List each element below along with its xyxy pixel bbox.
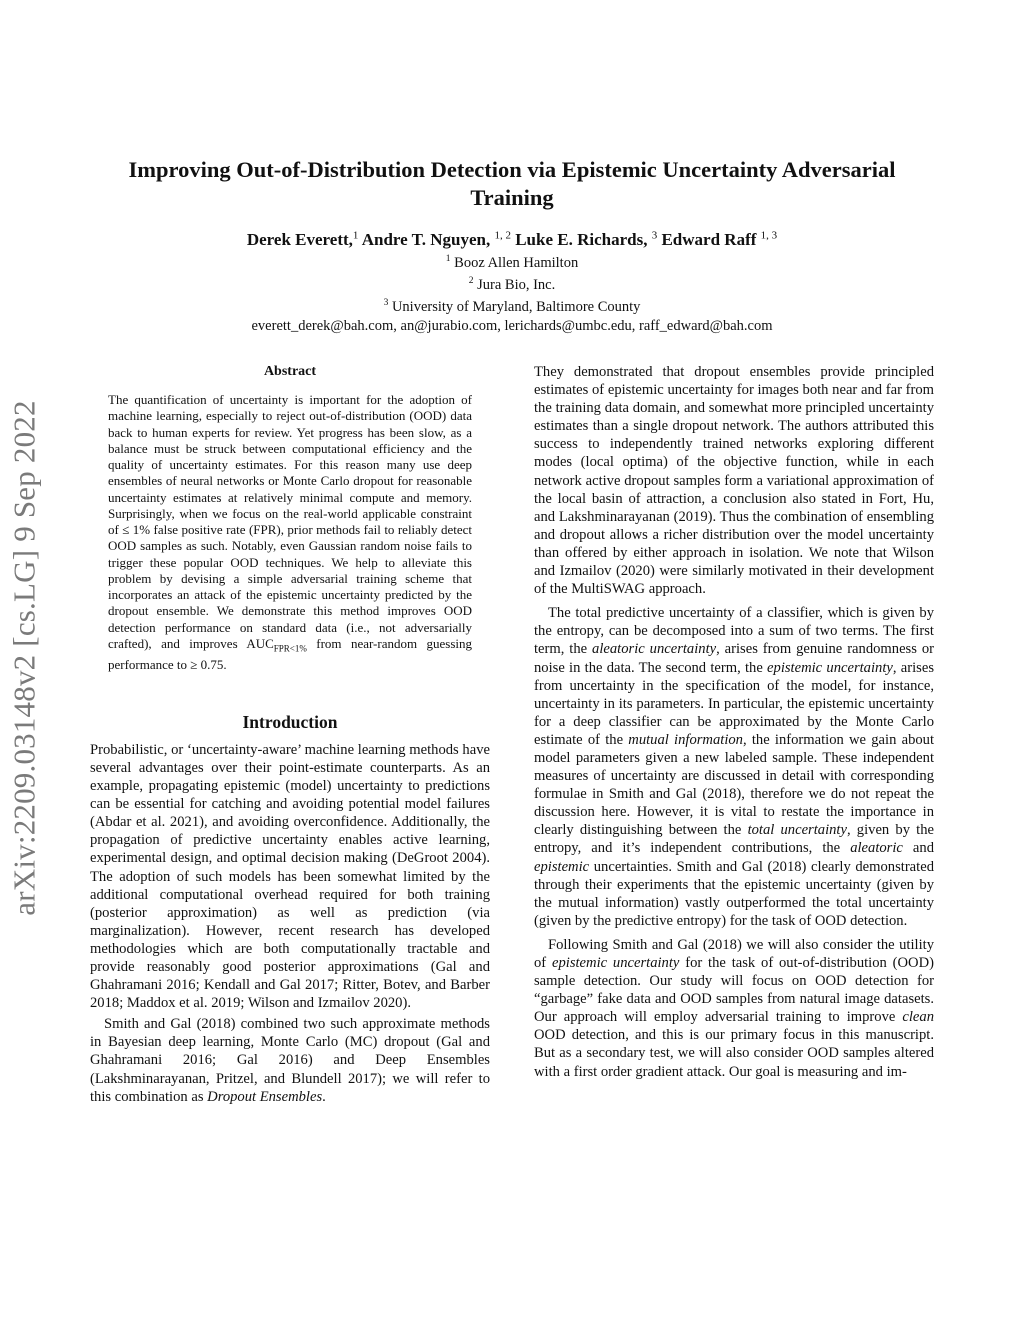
left-column	[90, 363, 490, 1106]
rp2-em-aleatoric-uncertainty: aleatoric uncertainty	[592, 641, 717, 658]
author-affil-marker: 3	[651, 229, 658, 241]
rp2-em-mutual-information: mutual information	[628, 731, 743, 748]
right-paragraph-2	[534, 604, 934, 930]
rp2-b: , arises from genuine randomness or noise in the data. The second term, the	[534, 641, 934, 676]
affiliation-3	[90, 294, 934, 316]
rp3-b: for the task of out-of-distribution (OOD) sample detection. Our study will focus on OOD detection for “garbage” fake data and OOD samples from natural image datasets. Our approach will employ adversarial training to improve	[534, 955, 934, 1026]
author-affil-marker: 1, 2	[494, 229, 511, 241]
arxiv-identifier-stamp	[1, 364, 49, 952]
author-2	[362, 230, 511, 249]
rp2-em-epistemic-uncertainty: epistemic uncertainty	[767, 659, 893, 676]
abstract-text	[108, 392, 472, 673]
right-paragraph-3	[534, 936, 934, 1081]
rp2-c: , arises from uncertainty in the specification of the model, for instance, uncertainty in its parameters. In particular, the epistemic uncertainty for a deep classifier can be approximated by the Monte Carlo estimate of the	[534, 659, 934, 748]
abstract-heading: Abstract	[263, 364, 317, 379]
rp2-a: The total predictive uncertainty of a classifier, which is given by the entropy, can be decomposed into a sum of two terms. The first term, the	[534, 605, 934, 658]
auc-subscript: FPR<1%	[273, 643, 307, 654]
introduction-heading: Introduction	[242, 711, 338, 732]
abstract-text-part2: from near-random guessing performance to ≥ 0.75.	[108, 635, 472, 672]
author-affil-marker: 1, 3	[760, 229, 778, 241]
rp2-em-aleatoric: aleatoric	[850, 840, 903, 857]
rp3-c: OOD detection, and this is our primary focus in this manuscript. But as a secondary test, we will also consider OOD samples altered with a first order gradient attack. Our goal is measuring and im-	[534, 1027, 934, 1080]
rp2-em-total-uncertainty: total uncertainty	[747, 822, 847, 839]
rp2-f: and	[902, 840, 934, 857]
rp3-em-epistemic-uncertainty: epistemic uncertainty	[551, 955, 680, 971]
rp3-a: Following Smith and Gal (2018) we will also consider the utility of	[534, 936, 934, 971]
abstract-text-part1: The quantification of uncertainty is important for the adoption of machine learning, especially to reject out-of-distribution (OOD) data back to human experts for review. Yet progress has been slow, as a balance must be struck between computational efficiency and the quality of uncertainty estimates. For this reason many use deep ensembles of neural networks or Monte Carlo dropout for reasonable uncertainty estimates at relatively minimal compute and memory. Surprisingly, when we focus on the real-world applicable constraint of ≤ 1% false positive rate (FPR), prior methods fail to reliably detect OOD samples as such. Notably, even Gaussian random noise fails to trigger these popular OOD techniques. We help to alleviate this problem by devising a simple adversarial training scheme that incorporates an attack of the epistemic uncertainty predicted by the dropout ensemble. We demonstrate this method improves OOD detection performance on standard data (i.e., not adversarially crafted), and improves	[108, 392, 472, 651]
affil-name: University of Maryland, Baltimore County	[391, 299, 641, 316]
author-affil-marker: 1	[352, 229, 359, 241]
arxiv-id-text: arXiv:2209.03148v2 [cs.LG] 9 Sep 2022	[7, 400, 43, 916]
intro-p2-end: .	[322, 1088, 326, 1105]
author-name: Edward Raff	[661, 229, 757, 249]
rp2-g: uncertainties. Smith and Gal (2018) clearly demonstrated through their experiments that the epistemic uncertainty (given by the mutual information) vastly outperformed the total uncertainty (given by the predictive entropy) for the task of OOD detection.	[534, 858, 934, 929]
author-3	[515, 230, 657, 249]
paper-title	[90, 156, 934, 212]
author-4	[661, 230, 777, 249]
right-column	[534, 363, 934, 1081]
affiliation-1	[90, 250, 934, 272]
author-name: Andre T. Nguyen,	[361, 229, 491, 249]
rp2-d: , the information we gain about model parameters given a new labeled sample. These independent measures of uncertainty are discussed in detail with corresponding formulae in Smith and Gal (2018), therefore we do not repeat the discussion here. However, it is vital to restate the importance in clearly distinguishing between the	[534, 731, 935, 839]
title-line-1: Improving Out-of-Distribution Detection via Epistemic Uncertainty Adversarial	[128, 157, 896, 182]
intro-paragraph-1: Probabilistic, or ‘uncertainty-aware’ machine learning methods have several advantages over their point-estimate counterparts. As an example, propagating epistemic (model) uncertainty to predictions can be essential for catching and avoiding potential model failures (Abdar et al. 2021), and avoiding overconfidence. Additionally, the propagation of predictive uncertainty enables active learning, experimental design, and optimal decision making (DeGroot 2004). The adoption of such models has been somewhat limited by the additional computational overhead required for both training (posterior approximation) as well as prediction (via marginalization). However, recent research has developed methodologies which are both computationally tractable and provide reasonably good posterior approximations (Gal and Ghahramani 2016; Kendall and Gal 2017; Ritter, Botev, and Barber 2018; Maddox et al. 2019; Wilson and Izmailov 2020).	[90, 741, 490, 1012]
rp2-e: , given by the entropy, and it’s independent contributions, the	[534, 822, 934, 857]
intro-p2-emphasis: Dropout Ensembles	[207, 1088, 323, 1105]
right-paragraph-1: They demonstrated that dropout ensembles provide principled estimates of epistemic uncertainty for images both near and far from the training data domain, and somewhat more principled uncertainty estimates than a single dropout network. The authors attributed this success to independently trained networks exploring different modes (local optima) of the objective function, while in each network active dropout samples form a variational approximation of the local basin of attraction, a conclusion also stated in Fort, Hu, and Lakshminarayanan (2019). Thus the combination of ensembling and dropout allows a richer distribution over the model uncertainty than offered by either approach in isolation. We note that Wilson and Izmailov (2020) were similarly motivated in their development of the MultiSWAG approach.	[534, 364, 934, 598]
author-name: Luke E. Richards,	[515, 229, 648, 249]
author-1	[247, 230, 359, 249]
author-list	[90, 225, 934, 250]
affil-marker: 3	[383, 298, 389, 309]
rp2-em-epistemic: epistemic	[534, 858, 590, 875]
auc-label: AUC	[246, 635, 274, 651]
intro-p2-text: Smith and Gal (2018) combined two such approximate methods in Bayesian deep learning, Monte Carlo (MC) dropout (Gal and Ghahramani 2016; Gal 2016) and Deep Ensembles (Lakshminarayanan, Pritzel, and Blundell 2017); we will refer to this combination as	[90, 1016, 490, 1105]
affil-name: Jura Bio, Inc.	[477, 276, 556, 293]
rp3-em-clean: clean	[902, 1009, 934, 1026]
author-name: Derek Everett,	[246, 229, 353, 249]
affiliation-2	[90, 272, 934, 294]
affil-marker: 1	[445, 253, 451, 264]
affil-marker: 2	[468, 275, 474, 286]
author-emails: everett_derek@bah.com, an@jurabio.com, lerichards@umbc.edu, raff_edward@bah.com	[251, 317, 773, 334]
title-line-2: Training	[470, 185, 554, 210]
intro-paragraph-2	[90, 1015, 490, 1105]
paper-header	[90, 156, 934, 336]
affil-name: Booz Allen Hamilton	[454, 254, 579, 271]
